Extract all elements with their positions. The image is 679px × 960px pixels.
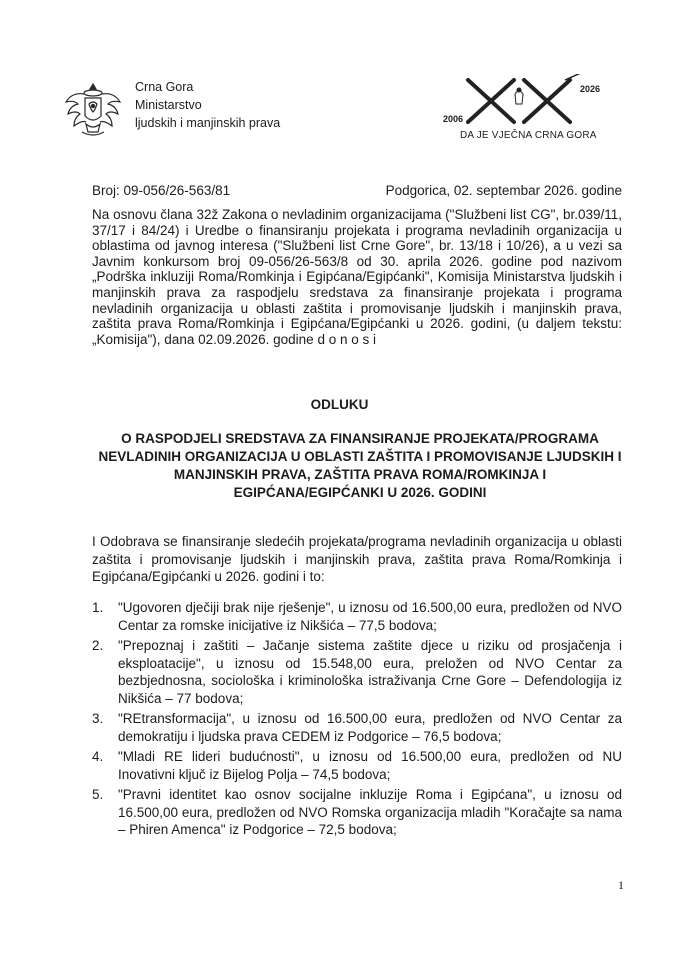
place-and-date: Podgorica, 02. septembar 2026. godine bbox=[385, 183, 622, 198]
document-number: Broj: 09-056/26-563/81 bbox=[92, 183, 231, 198]
list-item-number: 3. bbox=[92, 711, 104, 726]
ministry-name bbox=[135, 78, 280, 132]
jubilee-motto: DA JE VJEČNA CRNA GORA bbox=[460, 130, 597, 141]
list-item bbox=[92, 710, 622, 745]
list-item-text: "Pravni identitet kao osnov socijalne inkluzije Roma i Egipćana", u iznosu od 16.500,00 eura, predložen od NVO Romska organizacija mladih "Koračajte sa nama – Phiren Amenca" iz Podgorice – 72,5 bodova; bbox=[118, 787, 622, 837]
decision-title bbox=[95, 430, 625, 502]
title-line: O RASPODJELI SREDSTAVA ZA FINANSIRANJE PROJEKATA/PROGRAMA bbox=[121, 431, 599, 446]
list-item-number: 2. bbox=[92, 638, 104, 653]
list-item bbox=[92, 748, 622, 783]
ministry-line-name: ljudskih i manjinskih prava bbox=[135, 116, 281, 130]
title-line: MANJINSKIH PRAVA, ZAŠTITA PRAVA ROMA/ROMKINJA I bbox=[173, 467, 547, 482]
list-item bbox=[92, 599, 622, 634]
coat-of-arms-icon bbox=[62, 80, 124, 142]
intro-paragraph: Na osnovu člana 32ž Zakona o nevladinim organizacijama ("Službeni list CG", br.039/11, 37/17 i 84/24) i Uredbe o finansiranju projekata i programa nevladinih organizacija u oblastima od javnog interesa ("Službeni list Crne Gore", br. 13/18 i 10/26), a u vezi sa Javnim konkursom broj 09-056/26-563/8 od 30. aprila 2026. godine pod nazivom „Podrška inkluziji Roma/Romkinja i Egipćana/Egipćanki", Komisija Ministarstva ljudskih i manjinskih prava za raspodjelu sredstava za finansiranje projekata i programa nevladinih organizacija u oblasti zaštita i promovisanje ljudskih i manjinskih prava, zaštita prava Roma/Romkinja i Egipćana/Egipćanki u 2026. godini, (u daljem tekstu: „Komisija"), dana 02.09.2026. godine d o n o s i bbox=[92, 207, 622, 347]
list-item-number: 5. bbox=[92, 787, 104, 802]
list-item-text: "Mladi RE lideri budućnosti", u iznosu od 16.500,00 eura, predložen od NU Inovativni ključ iz Bijelog Polja – 74,5 bodova; bbox=[118, 749, 622, 782]
title-line: NEVLADINIH ORGANIZACIJA U OBLASTI ZAŠTITA I PROMOVISANJE LJUDSKIH I bbox=[98, 449, 622, 464]
list-item bbox=[92, 786, 622, 839]
page-number: 1 bbox=[618, 878, 624, 892]
approved-projects-list bbox=[92, 599, 622, 842]
ministry-line-ministry: Ministarstvo bbox=[135, 98, 202, 112]
list-item-number: 4. bbox=[92, 749, 104, 764]
jubilee-year-end: 2026 bbox=[580, 84, 601, 94]
list-item-text: "Prepoznaj i zaštiti – Jačanje sistema zaštite djece u riziku od prosjačenja i eksploatacije", u iznosu od 15.548,00 eura, preložen od NVO Centar za bezbjednosna, sociološka i kriminološka istraživanja Crne Gore – Defendologija iz Nikšića – 77 bodova; bbox=[118, 638, 622, 706]
section-one-paragraph: I Odobrava se finansiranje sledećih projekata/programa nevladinih organizacija u oblasti zaštita i promovisanje ljudskih i manjinskih prava, zaštita prava Roma/Romkinja i Egipćana/Egipćanki u 2026. godini i to: bbox=[92, 534, 622, 584]
list-item-text: "REtransformacija", u iznosu od 16.500,00 eura, predložen od NVO Centar za demokratiju i ljudska prava CEDEM iz Podgorice – 76,5 bodova; bbox=[118, 711, 622, 744]
title-line: EGIPĆANA/EGIPĆANKI U 2026. GODINI bbox=[233, 485, 487, 500]
list-item bbox=[92, 637, 622, 707]
list-item-number: 1. bbox=[92, 600, 104, 615]
list-item-text: "Ugovoren dječiji brak nije rješenje", u iznosu od 16.500,00 eura, predložen od NVO Centar za romske inicijative iz Nikšića – 77,5 bodova; bbox=[118, 600, 622, 633]
ministry-line-country: Crna Gora bbox=[135, 80, 194, 94]
decision-heading: ODLUKU bbox=[310, 397, 369, 412]
jubilee-year-start: 2006 bbox=[443, 114, 464, 124]
